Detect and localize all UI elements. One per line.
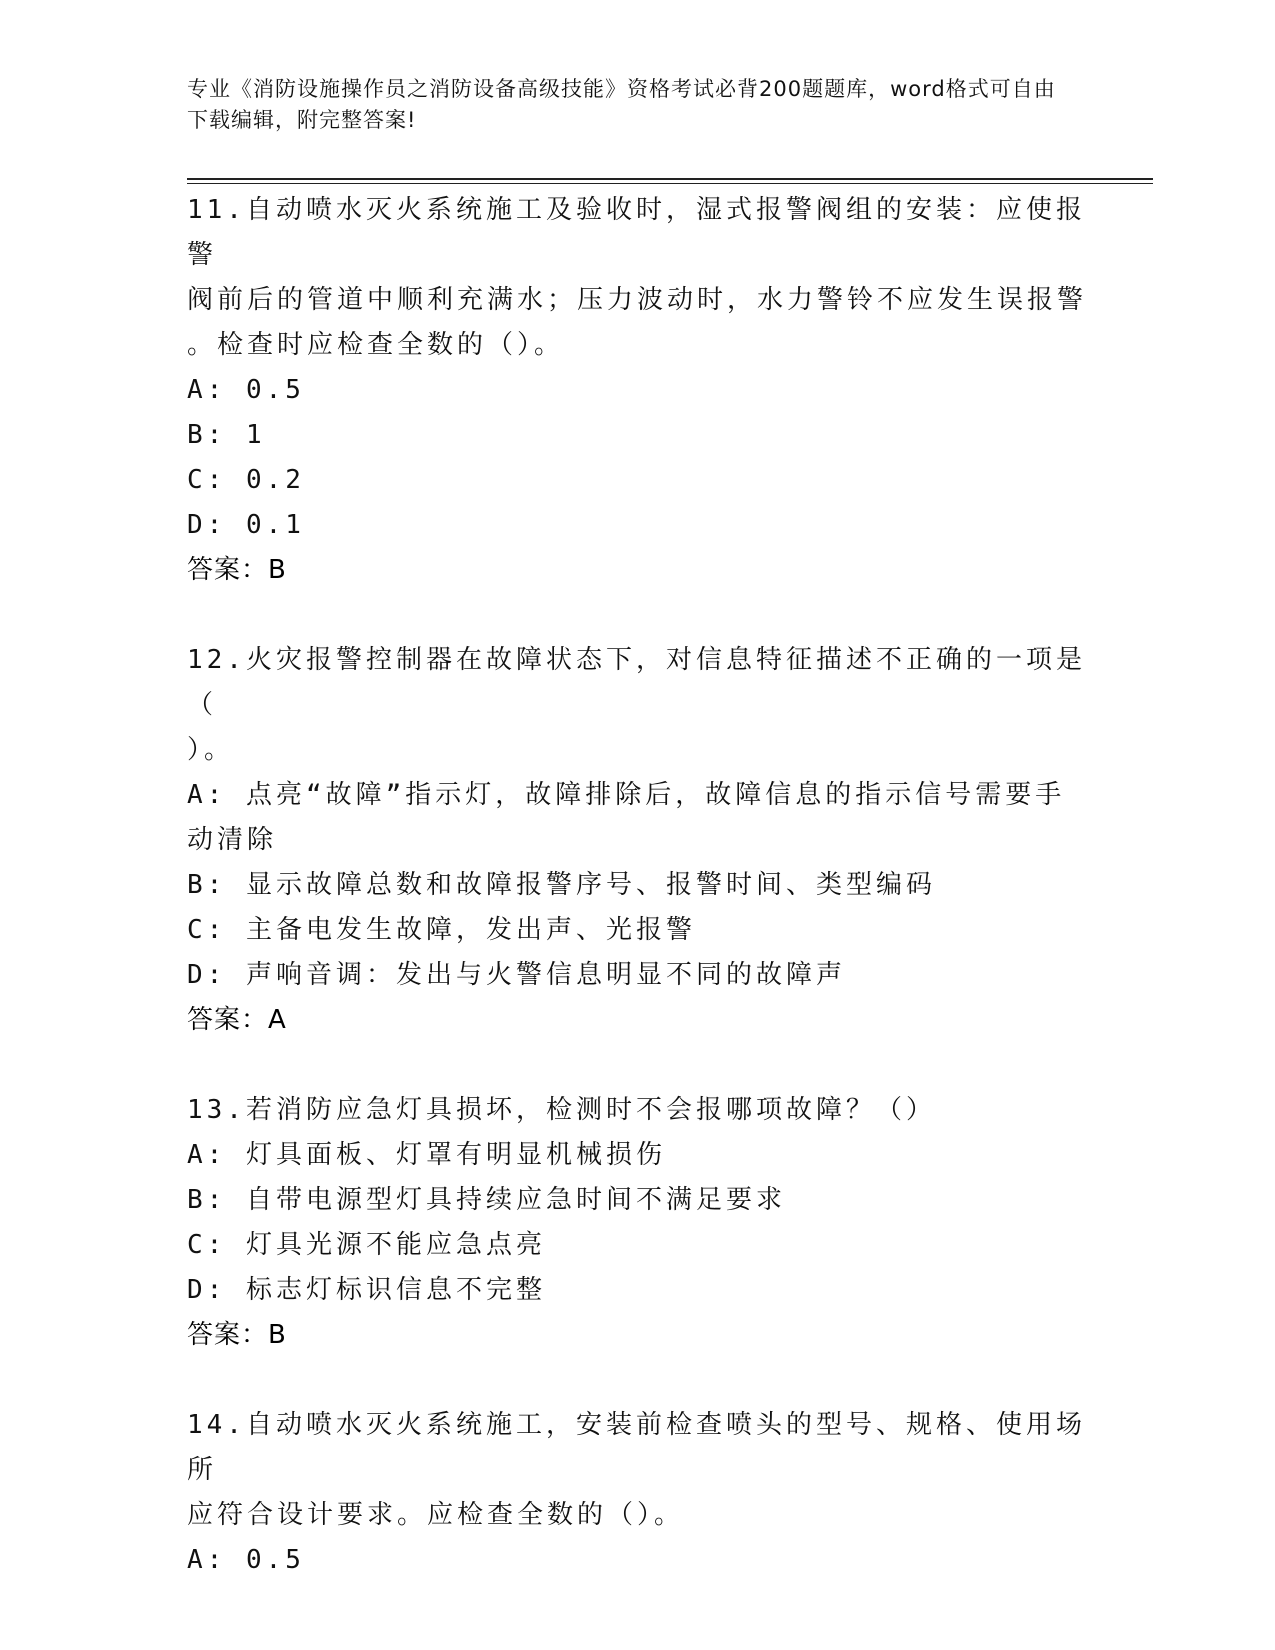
option-d: D: 标志灯标识信息不完整 xyxy=(187,1275,546,1305)
question-14 xyxy=(187,1403,1087,1583)
answer-line: 答案：B xyxy=(187,1320,287,1350)
option-d: D: 声响音调：发出与火警信息明显不同的故障声 xyxy=(187,960,846,990)
question-11 xyxy=(187,188,1087,593)
header-divider xyxy=(187,178,1153,180)
option-a: A: 点亮“故障”指示灯，故障排除后，故障信息的指示信号需要手动清除 xyxy=(187,780,1066,855)
question-stem: 14.自动喷水灭火系统施工，安装前检查喷头的型号、规格、使用场所 xyxy=(187,1410,1086,1485)
question-13 xyxy=(187,1088,1087,1358)
question-stem: 应符合设计要求。应检查全数的（）。 xyxy=(187,1500,685,1530)
option-b: B: 自带电源型灯具持续应急时间不满足要求 xyxy=(187,1185,786,1215)
answer-line: 答案：A xyxy=(187,1005,287,1035)
question-stem: 。检查时应检查全数的（）。 xyxy=(187,330,565,360)
question-stem: 13.若消防应急灯具损坏，检测时不会报哪项故障？（） xyxy=(187,1095,936,1125)
header-divider-thin xyxy=(187,183,1153,184)
option-b: B: 显示故障总数和故障报警序号、报警时间、类型编码 xyxy=(187,870,936,900)
question-list xyxy=(187,188,1087,1628)
answer-line: 答案：B xyxy=(187,555,287,585)
option-b: B: 1 xyxy=(187,420,266,450)
option-a: A: 0.5 xyxy=(187,375,305,405)
option-d: D: 0.1 xyxy=(187,510,305,540)
question-stem: 12.火灾报警控制器在故障状态下，对信息特征描述不正确的一项是（ xyxy=(187,645,1086,720)
option-c: C: 0.2 xyxy=(187,465,305,495)
option-a: A: 0.5 xyxy=(187,1545,305,1575)
option-c: C: 主备电发生故障，发出声、光报警 xyxy=(187,915,696,945)
question-stem: ）。 xyxy=(187,735,235,765)
question-stem: 阀前后的管道中顺利充满水；压力波动时，水力警铃不应发生误报警 xyxy=(187,285,1088,315)
question-stem: 11.自动喷水灭火系统施工及验收时，湿式报警阀组的安装：应使报警 xyxy=(187,195,1086,270)
document-header: 专业《消防设施操作员之消防设备高级技能》资格考试必背200题题库，word格式可自由下载编辑，附完整答案! xyxy=(187,77,1056,132)
question-12 xyxy=(187,638,1087,1043)
option-a: A: 灯具面板、灯罩有明显机械损伤 xyxy=(187,1140,666,1170)
option-c: C: 灯具光源不能应急点亮 xyxy=(187,1230,546,1260)
